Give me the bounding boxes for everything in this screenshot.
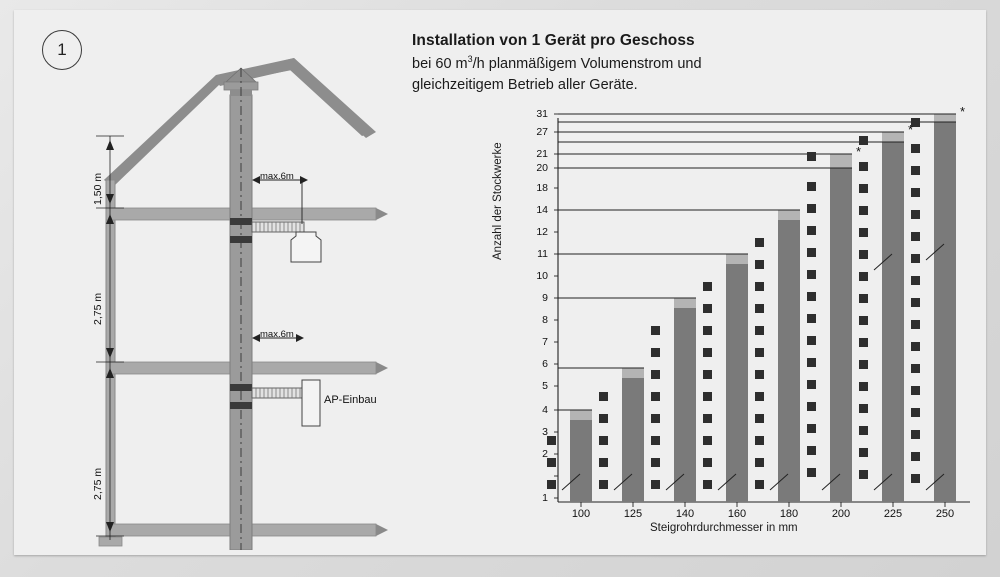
x-tick-160: 160 bbox=[727, 508, 747, 520]
star-annotation-200: * bbox=[856, 144, 862, 159]
dimension-label-2: 2,75 m bbox=[92, 292, 104, 325]
subtitle-exponent: 3 bbox=[467, 54, 473, 64]
x-tick-100: 100 bbox=[571, 508, 591, 520]
x-tick-250: 250 bbox=[935, 508, 955, 520]
subtitle-line2: gleichzeitigem Betrieb aller Geräte. bbox=[412, 76, 638, 93]
building-cross-section bbox=[44, 40, 414, 550]
y-tick-21: 21 bbox=[536, 148, 548, 160]
subtitle-part1: bei 60 m bbox=[412, 55, 468, 72]
y-tick-20: 20 bbox=[536, 162, 548, 174]
chart-svg bbox=[500, 110, 980, 520]
figure-panel bbox=[14, 10, 986, 555]
callout-max6m-lower: max.6m bbox=[260, 329, 294, 340]
figure-number: 1 bbox=[57, 40, 67, 59]
chart-y-axis-label: Anzahl der Stockwerke bbox=[492, 142, 504, 260]
y-tick-18: 18 bbox=[536, 182, 548, 194]
y-tick-27: 27 bbox=[536, 126, 548, 138]
x-tick-125: 125 bbox=[623, 508, 643, 520]
y-tick-3: 3 bbox=[542, 426, 548, 438]
x-tick-225: 225 bbox=[883, 508, 903, 520]
figure-heading bbox=[412, 32, 832, 96]
y-tick-5: 5 bbox=[542, 380, 548, 392]
figure-subtitle bbox=[412, 53, 832, 96]
x-tick-200: 200 bbox=[831, 508, 851, 520]
y-tick-10: 10 bbox=[536, 270, 548, 282]
subtitle-part2: /h planmäßigem Volumenstrom und bbox=[472, 55, 702, 72]
y-tick-12: 12 bbox=[536, 226, 548, 238]
y-tick-11: 11 bbox=[537, 248, 548, 260]
storeys-vs-duct-diameter-chart bbox=[492, 104, 980, 540]
y-tick-8: 8 bbox=[542, 314, 548, 326]
dimension-label-3: 2,75 m bbox=[92, 467, 104, 500]
y-tick-4: 4 bbox=[542, 404, 548, 416]
annotation-ap-einbau: AP-Einbau bbox=[324, 394, 377, 406]
y-tick-7: 7 bbox=[542, 336, 548, 348]
y-tick-31: 31 bbox=[536, 108, 548, 120]
x-tick-180: 180 bbox=[779, 508, 799, 520]
y-tick-14: 14 bbox=[536, 204, 548, 216]
star-annotation-250: * bbox=[960, 104, 966, 119]
dimension-label-1: 1,50 m bbox=[92, 172, 104, 205]
y-tick-1: 1 bbox=[542, 492, 548, 504]
y-tick-9: 9 bbox=[542, 292, 548, 304]
star-annotation-225: * bbox=[908, 122, 914, 137]
y-tick-6: 6 bbox=[542, 358, 548, 370]
x-tick-140: 140 bbox=[675, 508, 695, 520]
callout-max6m-upper: max.6m bbox=[260, 171, 294, 182]
chart-x-axis-label: Steigrohrdurchmesser in mm bbox=[650, 522, 798, 534]
y-tick-2: 2 bbox=[542, 448, 548, 460]
page-title: Installation von 1 Gerät pro Geschoss bbox=[412, 32, 695, 49]
